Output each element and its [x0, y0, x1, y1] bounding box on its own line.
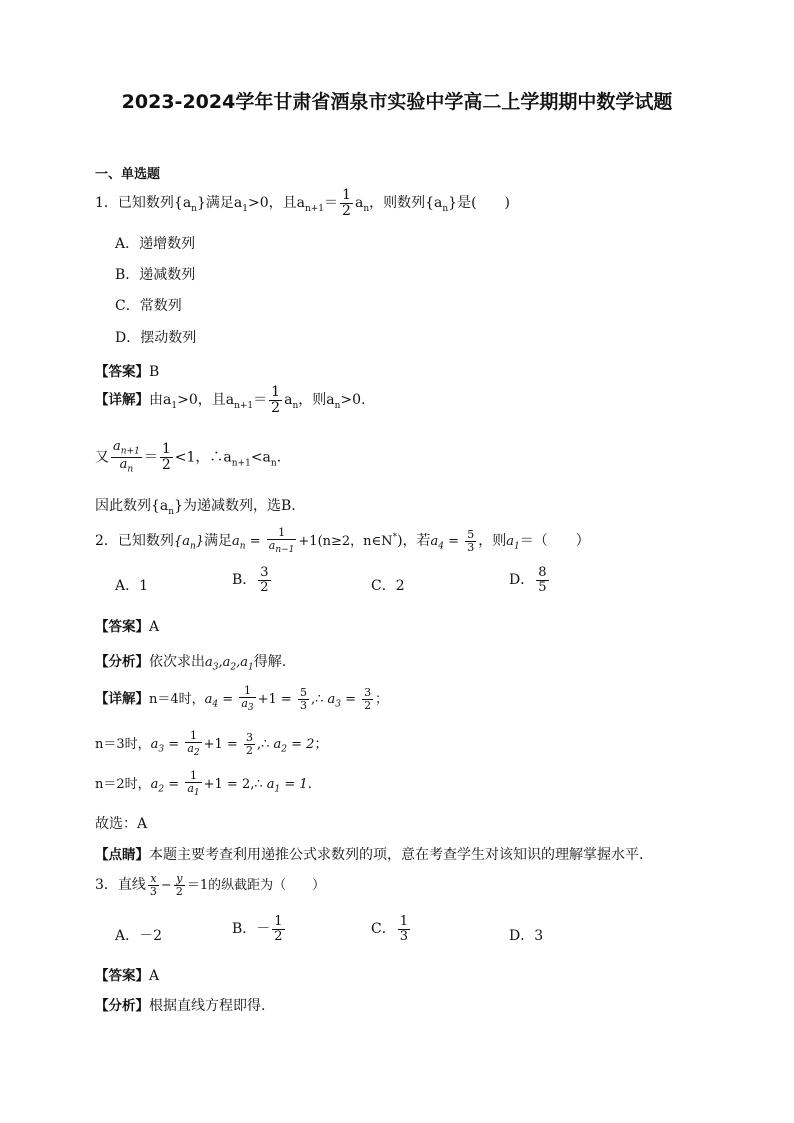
q1-option-c: C．常数列 [115, 298, 182, 314]
analysis-tag: 【分析】 [95, 654, 149, 670]
q2-answer: A [149, 619, 160, 635]
q2-option-b: B． $\frac{3}{2}$ [232, 565, 269, 595]
detail-tag: 【详解】 [95, 392, 149, 409]
q1-conclusion: 因此数列$\{a_n\}$为递减数列，选B. [95, 498, 296, 517]
q1-option-a: A．递增数列 [115, 236, 196, 252]
q3-analysis-line: 【分析】根据直线方程即得. [95, 998, 266, 1014]
q2-detail-line-1: 【详解】n＝4时，$a_4$ = $\frac{1}{a_3}$ +1 = $\frac{5}{3}$ ,∴ $a_3$ = $\frac{3}{2}$ ； [95, 684, 389, 713]
question-2-stem: 2．已知数列$\{a_n\}$满足$a_n$ = $\frac{1}{a_{n-1}}$ +1(n≥2，n∈N*)，若$a_4$ = $\frac{5}{3}$ ，则$a_1=$（ ） [95, 526, 590, 555]
q1-ratio-line: 又 $\frac{a_{n+1}}{a_n}$ ＝ $\frac{1}{2}$ <1，$\therefore a_{n+1}<a_n$. [95, 439, 282, 475]
q3-answer: A [149, 968, 160, 984]
q1-answer: B [149, 364, 160, 380]
q3-option-d: D．3 [509, 928, 544, 944]
q2-analysis-line: 【分析】依次求出$a_3,a_2,a_1$得解. [95, 654, 287, 673]
page-title: 2023-2024学年甘肃省酒泉市实验中学高二上学期期中数学试题 [121, 91, 673, 113]
q3-answer-line: 【答案】A [95, 968, 160, 984]
comment-tag: 【点睛】 [95, 847, 149, 863]
q3-option-c: C． $\frac{1}{3}$ [371, 914, 408, 944]
q2-conclusion: 故选：A [95, 816, 148, 832]
q1-option-d: D．摆动数列 [115, 330, 197, 346]
question-3-stem: 3．直线 $\frac{x}{3}$ − $\frac{y}{2}$ ＝1的纵截距为（ ） [95, 872, 326, 898]
answer-tag: 【答案】 [95, 364, 149, 380]
question-1-stem: 1．已知数列$\{a_n\}$满足$a_1>0$，且$a_{n+1}=$ $\frac{1}{2}$ $a_n$，则数列$\{a_n\}$是( ) [95, 187, 511, 219]
q2-answer-line: 【答案】A [95, 619, 160, 635]
fraction-one-half: $\frac{1}{2}$ [342, 187, 351, 219]
q2-detail-line-2: n＝3时，$a_3$ = $\frac{1}{a_2}$ +1 = $\frac{3}{2}$ ,∴ $a_2 = 2$； [95, 729, 328, 758]
q1-option-b: B．递减数列 [115, 267, 196, 283]
section-heading: 一、单选题 [95, 167, 161, 182]
q2-option-d: D． $\frac{8}{5}$ [509, 565, 547, 595]
q1-answer-line [95, 360, 159, 380]
q2-detail-line-3: n＝2时，$a_2$ = $\frac{1}{a_1}$ +1 = 2,∴ $a_1 = 1$. [95, 769, 312, 798]
q3-option-a: A．－2 [115, 928, 163, 944]
q2-option-c: C．2 [371, 578, 405, 594]
q2-comment-line: 【点睛】本题主要考查利用递推公式求数列的项，意在考查学生对该知识的理解掌握水平. [95, 847, 644, 863]
q2-option-a: A．1 [115, 578, 149, 594]
q1-detail-line: 【详解】由$a_1>0$，且$a_{n+1}=$ $\frac{1}{2}$ $a_n$，则$a_n>0$. [95, 384, 366, 416]
q3-option-b: B．－ $\frac{1}{2}$ [232, 914, 283, 944]
